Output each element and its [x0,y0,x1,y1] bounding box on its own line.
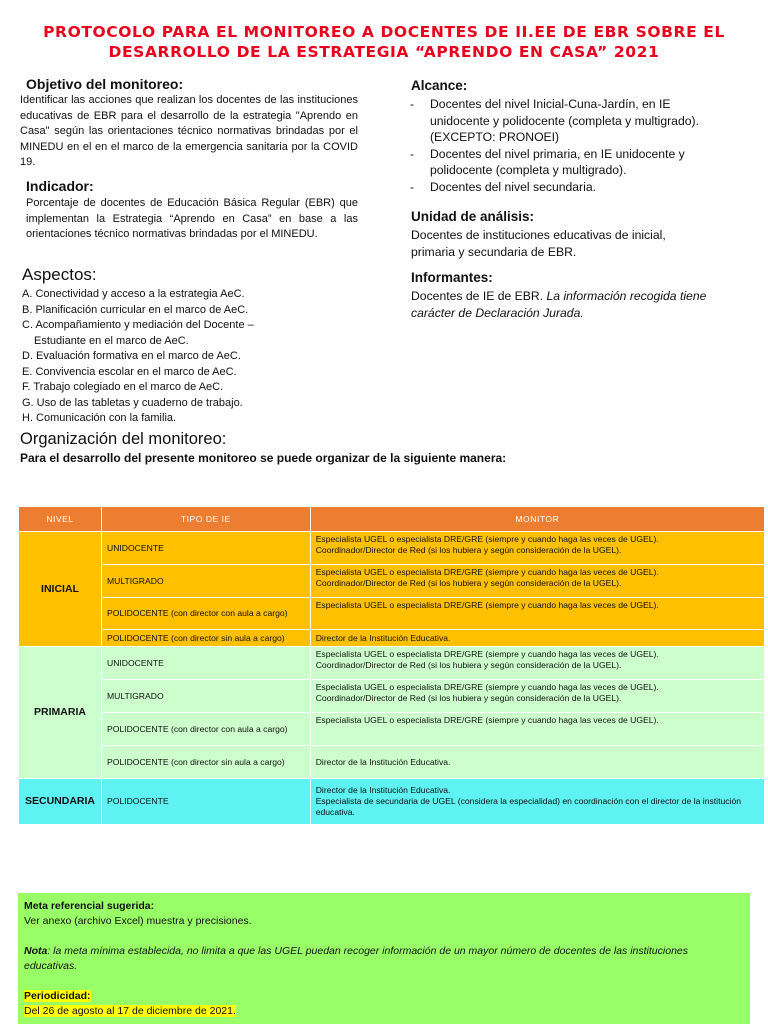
organizacion-subtitle: Para el desarrollo del presente monitoreo se puede organizar de la siguiente manera: [20,451,507,465]
nota-label: Nota [24,945,48,957]
tipo-cell: POLIDOCENTE (con director sin aula a cargo) [101,746,310,779]
monitor-line: Especialista UGEL o especialista DRE/GRE (siempre y cuando haga las veces de UGEL). [315,534,659,544]
table-header-row [19,507,765,532]
objetivo-heading: Objetivo del monitoreo: [26,76,184,92]
table-row [19,680,765,713]
monitor-cell [310,630,764,647]
alcance-item-text: Docentes del nivel secundaria. [430,179,596,194]
table-row [19,598,765,630]
dash-bullet: - [410,179,415,194]
monitor-line: Coordinador/Director de Red (si los hubiera y según consideración de la UGEL). [315,545,622,555]
tipo-cell: POLIDOCENTE (con director sin aula a cargo) [101,630,310,647]
informantes-main: Docentes de IE de EBR. [411,289,544,303]
alcance-item-text: Docentes del nivel Inicial-Cuna-Jardín, en IE unidocente y polidocente (completa y multigrado). (EXCEPTO: PRONOEI) [430,97,699,144]
monitor-line: Especialista de secundaria de UGEL (considera la especialidad) en coordinación con el director de la institución educativa. [315,796,742,817]
nota-text: : la meta mínima establecida, no limita a que las UGEL puedan recoger información de un mayor número de docentes de las instituciones educativas. [24,945,689,972]
nivel-primaria: PRIMARIA [19,647,102,779]
table-row [19,647,765,680]
periodicidad-row [24,1004,744,1019]
table-row [19,713,765,746]
aspectos-heading: Aspectos: [22,265,97,284]
aspecto-item: F. Trabajo colegiado en el marco de AeC. [22,381,224,393]
monitor-table [18,506,765,825]
indicador-text: Porcentaje de docentes de Educación Básica Regular (EBR) que implementan la Estrategia “Aprendo en Casa” en base a las orientaciones técnico normativas brindadas por el MINEDU. [26,197,358,240]
monitor-cell [310,532,764,565]
table-row [19,532,765,565]
tipo-cell: POLIDOCENTE (con director con aula a cargo) [101,713,310,746]
alcance-item-text: Docentes del nivel primaria, en IE unidocente y polidocente (completa y multigrado). [430,146,685,177]
monitor-cell [310,598,764,630]
monitor-line: Coordinador/Director de Red (si los hubiera y según consideración de la UGEL). [315,693,622,703]
monitor-line: Coordinador/Director de Red (si los hubiera y según consideración de la UGEL). [315,660,622,670]
unidad-text: Docentes de instituciones educativas de inicial, primaria y secundaria de EBR. [411,228,666,259]
meta-nota [24,944,744,974]
aspecto-item: G. Uso de las tabletas y cuaderno de trabajo. [22,396,243,409]
periodicidad-block [24,989,744,1004]
aspecto-item: D. Evaluación formativa en el marco de AeC. [22,350,241,362]
alcance-item [410,179,710,196]
informantes-text [411,288,731,322]
tipo-cell: UNIDOCENTE [101,532,310,565]
nivel-secundaria: SECUNDARIA [19,779,102,825]
tipo-cell: UNIDOCENTE [101,647,310,680]
nivel-inicial: INICIAL [19,532,102,647]
monitor-line: Especialista UGEL o especialista DRE/GRE (siempre y cuando haga las veces de UGEL). [315,715,659,725]
monitor-line: Coordinador/Director de Red (si los hubiera y según consideración de la UGEL). [315,578,622,588]
monitor-cell [310,713,764,746]
tipo-cell: POLIDOCENTE (con director con aula a cargo) [101,598,310,630]
indicador-heading: Indicador: [26,178,94,194]
table-row [19,746,765,779]
aspecto-item: A. Conectividad y acceso a la estrategia AeC. [22,288,245,300]
tipo-cell: MULTIGRADO [101,680,310,713]
monitor-cell [310,746,764,779]
monitor-line: Especialista UGEL o especialista DRE/GRE (siempre y cuando haga las veces de UGEL). [315,600,659,610]
informantes-italic: La información recogida tiene carácter de Declaración Jurada. [411,289,707,320]
monitor-line: Director de la Institución Educativa. [315,785,451,795]
tipo-cell: MULTIGRADO [101,565,310,598]
table-row [19,565,765,598]
monitor-line: Especialista UGEL o especialista DRE/GRE (siempre y cuando haga las veces de UGEL). [315,567,659,577]
monitor-line: Director de la Institución Educativa. [315,632,451,643]
periodicidad-label: Periodicidad: [24,990,91,1002]
dash-bullet: - [410,97,415,111]
tipo-cell: POLIDOCENTE [101,779,310,825]
alcance-item [410,146,710,179]
header-monitor: MONITOR [310,507,764,532]
aspecto-item [22,334,352,350]
alcance-list [410,96,710,195]
monitor-line: Especialista UGEL o especialista DRE/GRE (siempre y cuando haga las veces de UGEL). [315,649,659,659]
aspectos-list [22,287,352,427]
title-line-1: PROTOCOLO PARA EL MONITOREO A DOCENTES DE II.EE DE EBR SOBRE EL [43,23,725,41]
header-tipo: TIPO DE IE [101,507,310,532]
document-title [40,22,728,62]
unidad-heading: Unidad de análisis: [411,209,535,224]
informantes-heading: Informantes: [411,270,493,285]
organizacion-heading: Organización del monitoreo: [20,430,227,448]
alcance-heading: Alcance: [411,78,468,93]
objetivo-text: Identificar las acciones que realizan los docentes de las instituciones educativas de EBR para el desarrollo de la estrategia "Aprendo en Casa" según las orientaciones técnico normativas brindadas por el MINEDU en el en el marco de la emergencia sanitaria por la COVID 19. [20,94,358,168]
meta-text: Ver anexo (archivo Excel) muestra y precisiones. [24,915,252,927]
monitor-line: Especialista UGEL o especialista DRE/GRE (siempre y cuando haga las veces de UGEL). [315,682,659,692]
aspecto-item-continuation: Estudiante en el marco de AeC. [34,334,189,347]
monitor-cell [310,680,764,713]
monitor-cell [310,779,764,825]
aspecto-item: H. Comunicación con la familia. [22,412,177,424]
meta-heading: Meta referencial sugerida: [24,900,155,912]
meta-box [18,893,750,1024]
monitor-cell [310,647,764,680]
alcance-item [410,96,710,146]
aspecto-item: C. Acompañamiento y mediación del Docente – [22,319,254,331]
monitor-cell [310,565,764,598]
monitor-line: Director de la Institución Educativa. [315,756,451,767]
header-nivel: NIVEL [19,507,102,532]
table-row [19,779,765,825]
title-line-2: DESARROLLO DE LA ESTRATEGIA “APRENDO EN CASA” 2021 [108,43,660,61]
aspecto-item: B. Planificación curricular en el marco de AeC. [22,303,249,316]
periodicidad-text: Del 26 de agosto al 17 de diciembre de 2021. [24,1005,236,1017]
table-row [19,630,765,647]
aspecto-item: E. Convivencia escolar en el marco de AeC. [22,365,237,378]
dash-bullet: - [410,146,415,161]
